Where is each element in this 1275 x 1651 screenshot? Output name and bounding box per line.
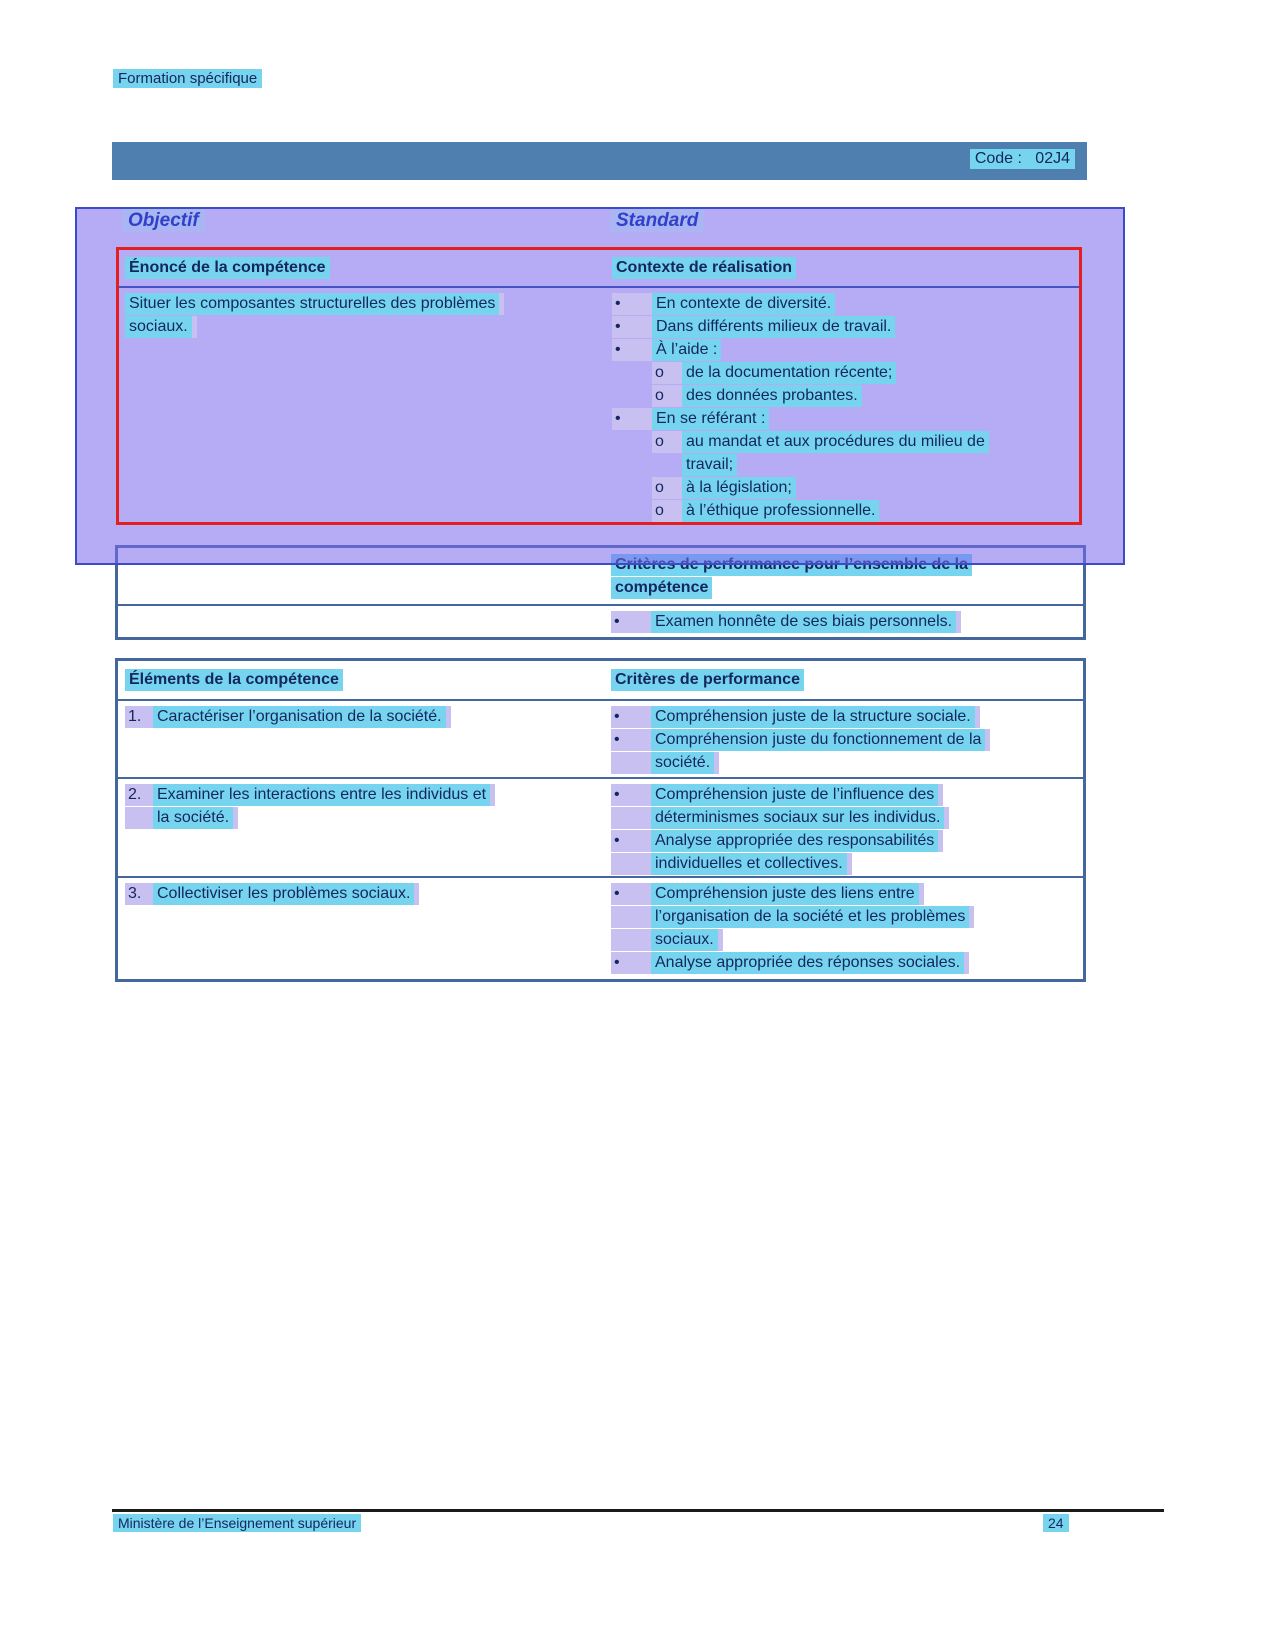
footer-ministry	[113, 1515, 361, 1531]
bullet-icon: •	[612, 316, 652, 338]
objectif-heading-text: Objectif	[122, 209, 205, 232]
criteria-cell	[609, 784, 1083, 876]
context-item-text: Dans différents milieux de travail.	[652, 316, 895, 338]
context-item-text: des données probantes.	[682, 385, 862, 407]
element-cell	[118, 883, 609, 975]
context-subitem	[652, 385, 862, 407]
overall-performance-header-text: compétence	[611, 577, 712, 599]
context-item-text: de la documentation récente;	[682, 362, 896, 384]
element-text: Collectiviser les problèmes sociaux.	[153, 883, 414, 905]
competence-header-row	[119, 250, 1079, 288]
element-number: 2.	[128, 786, 142, 803]
overall-performance-header-line	[611, 577, 712, 599]
empty-cell	[118, 611, 609, 634]
bullet-icon: •	[612, 339, 652, 361]
context-item-text: au mandat et aux procédures du milieu de	[682, 431, 989, 453]
statement-text: sociaux.	[125, 316, 192, 338]
code-label: Code : 02J4	[970, 149, 1075, 169]
performance-item-continuation	[611, 906, 974, 928]
element-text: Examiner les interactions entre les individus et	[153, 784, 490, 806]
standard-heading-text: Standard	[610, 209, 704, 232]
performance-item-text: Compréhension juste du fonctionnement de la	[651, 729, 985, 751]
performance-item	[611, 952, 969, 974]
performance-item-continuation	[611, 853, 852, 875]
criteria-header-text: Critères de performance	[611, 669, 804, 691]
context-item	[612, 316, 895, 338]
footer-page-number	[1043, 1515, 1069, 1531]
performance-item	[611, 706, 980, 728]
context-subitem	[652, 500, 879, 522]
enonce-header-line	[125, 257, 330, 279]
competence-body-row	[119, 288, 1079, 523]
performance-item-text: Examen honnête de ses biais personnels.	[651, 611, 956, 633]
context-item	[612, 408, 769, 430]
context-list-cell	[610, 293, 1079, 523]
bullet-icon: •	[614, 885, 620, 902]
elements-header-line	[125, 669, 343, 691]
statement-text: Situer les composantes structurelles des problèmes	[125, 293, 499, 315]
bullet-icon: •	[614, 786, 620, 803]
element-number: 3.	[128, 885, 142, 902]
contexte-header-text: Contexte de réalisation	[612, 257, 796, 279]
performance-item-text: déterminismes sociaux sur les individus.	[651, 807, 944, 829]
element-line	[125, 883, 419, 905]
context-item-text: En se référant :	[652, 408, 769, 430]
element-line	[125, 706, 451, 728]
sub-bullet-icon: o	[652, 431, 682, 453]
sub-bullet-icon: o	[652, 500, 682, 522]
criteria-header-cell	[609, 669, 1083, 699]
objective-standard-panel	[75, 207, 1125, 565]
elements-header-row	[118, 661, 1083, 701]
bullet-icon: •	[614, 832, 620, 849]
context-subitem-continuation	[652, 454, 737, 476]
enonce-header-text: Énoncé de la compétence	[125, 257, 330, 279]
element-text: la société.	[153, 807, 233, 829]
section-label-text: Formation spécifique	[113, 69, 262, 88]
elements-table	[115, 658, 1086, 982]
performance-item-text: Compréhension juste de la structure sociale.	[651, 706, 975, 728]
performance-item	[611, 611, 961, 633]
sub-bullet-icon: o	[652, 477, 682, 499]
performance-item-text: sociaux.	[651, 929, 718, 951]
performance-item	[611, 784, 943, 806]
statement-cell	[119, 293, 610, 523]
performance-item-text: l’organisation de la société et les problèmes	[651, 906, 969, 928]
statement-line	[125, 293, 504, 315]
competence-context-table	[116, 247, 1082, 525]
enonce-header-cell	[119, 257, 610, 286]
element-row	[118, 878, 1083, 975]
element-text: Caractériser l’organisation de la société.	[153, 706, 446, 728]
overall-performance-items-cell	[609, 611, 1083, 634]
standard-heading	[610, 210, 704, 232]
element-row	[118, 701, 1083, 779]
objectif-heading	[122, 210, 205, 232]
bullet-icon: •	[612, 293, 652, 315]
sub-bullet-icon: o	[652, 362, 682, 384]
footer-page-number-text: 24	[1043, 1514, 1069, 1532]
elements-header-text: Éléments de la compétence	[125, 669, 343, 691]
statement-line	[125, 316, 197, 338]
contexte-header-line	[612, 257, 796, 279]
performance-item-continuation	[611, 807, 949, 829]
element-row	[118, 779, 1083, 878]
performance-item-text: Compréhension juste de l’influence des	[651, 784, 938, 806]
context-item	[612, 339, 721, 361]
bullet-icon: •	[612, 408, 652, 430]
context-subitem	[652, 477, 796, 499]
element-number: 1.	[128, 708, 142, 725]
sub-bullet-icon: o	[652, 385, 682, 407]
context-item-text: à l’éthique professionnelle.	[682, 500, 879, 522]
context-item-text: À l’aide :	[652, 339, 721, 361]
performance-item	[611, 830, 943, 852]
criteria-header-line	[611, 669, 804, 691]
context-subitem	[652, 431, 989, 453]
context-subitem	[652, 362, 896, 384]
bullet-icon: •	[614, 708, 620, 725]
context-item-text: travail;	[682, 454, 737, 476]
performance-item-text: Analyse appropriée des responsabilités	[651, 830, 938, 852]
context-item	[612, 293, 835, 315]
element-line-continuation	[125, 807, 238, 829]
performance-item-text: Analyse appropriée des réponses sociales.	[651, 952, 964, 974]
performance-item-text: individuelles et collectives.	[651, 853, 847, 875]
criteria-cell	[609, 706, 1083, 777]
bullet-icon: •	[614, 731, 620, 748]
element-cell	[118, 706, 609, 777]
performance-item	[611, 883, 924, 905]
overall-performance-body-row	[118, 606, 1083, 634]
contexte-header-cell	[610, 257, 1079, 286]
footer-rule	[112, 1509, 1164, 1512]
performance-item-continuation	[611, 929, 723, 951]
section-label	[113, 70, 262, 87]
performance-item	[611, 729, 990, 751]
context-item-text: à la législation;	[682, 477, 796, 499]
bullet-icon: •	[614, 613, 620, 630]
elements-header-cell	[118, 669, 609, 699]
context-item-text: En contexte de diversité.	[652, 293, 835, 315]
bullet-icon: •	[614, 954, 620, 971]
element-cell	[118, 784, 609, 876]
performance-item-continuation	[611, 752, 719, 774]
footer-ministry-text: Ministère de l’Enseignement supérieur	[113, 1514, 361, 1532]
criteria-cell	[609, 883, 1083, 975]
title-bar	[112, 142, 1087, 180]
performance-item-text: société.	[651, 752, 714, 774]
performance-item-text: Compréhension juste des liens entre	[651, 883, 919, 905]
element-line	[125, 784, 495, 806]
